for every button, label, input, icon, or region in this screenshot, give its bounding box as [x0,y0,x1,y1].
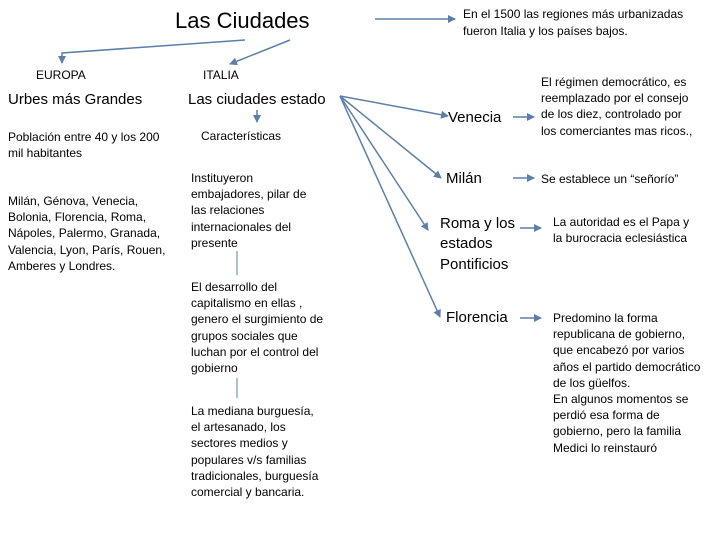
state-desc-florencia: Predomino la forma republicana de gobierno, que encabezó por varios años el partido democrático de los güelfos. En algunos momentos se perdió esa forma de gobierno, pero la familia Medici lo reinstauró [553,311,701,455]
europa-cities: Milán, Génova, Venecia, Bolonia, Florencia, Roma, Nápoles, Palermo, Granada, Valencia, Lyon, París, Rouen, Amberes y Londres. [8,194,166,273]
arrow-title-to-europa [62,40,245,63]
characteristic-item: Instituyeron embajadores, pilar de las relaciones internacionales del presente [191,171,307,250]
arrow-to-florencia [340,96,440,317]
page-title: Las Ciudades [175,8,310,33]
characteristic-item: La mediana burguesía, el artesanado, los sectores medios y populares v/s familias tradicionales, burguesía comercial y bancaria. [191,404,319,499]
characteristic-item: El desarrollo del capitalismo en ellas , genero el surgimiento de grupos sociales que luchan por el control del gobierno [191,280,324,375]
europa-label: EUROPA [36,68,86,82]
europa-heading: Urbes más Grandes [8,91,143,108]
characteristics-label: Características [201,129,282,143]
state-name-florencia: Florencia [446,309,508,326]
note-text: En el 1500 las regiones más urbanizadas fueron Italia y los países bajos. [463,7,684,38]
state-name-milan: Milán [446,170,482,187]
arrow-title-to-italia [230,40,290,64]
state-desc-venecia: El régimen democrático, es reemplazado por el consejo de los diez, controlado por los comerciantes mas ricos., [541,75,693,138]
state-name-roma: Roma y los estados Pontificios [440,215,516,273]
europa-population: Población entre 40 y los 200 mil habitantes [8,130,160,161]
italia-label: ITALIA [203,68,239,82]
arrow-to-venecia [340,96,448,116]
arrow-to-milan [340,96,441,178]
state-name-venecia: Venecia [448,109,502,126]
arrow-to-roma [340,96,428,230]
state-desc-roma: La autoridad es el Papa y la burocracia eclesiástica [553,215,690,246]
italia-heading: Las ciudades estado [188,91,326,108]
state-desc-milan: Se establece un “señorío” [541,172,679,186]
